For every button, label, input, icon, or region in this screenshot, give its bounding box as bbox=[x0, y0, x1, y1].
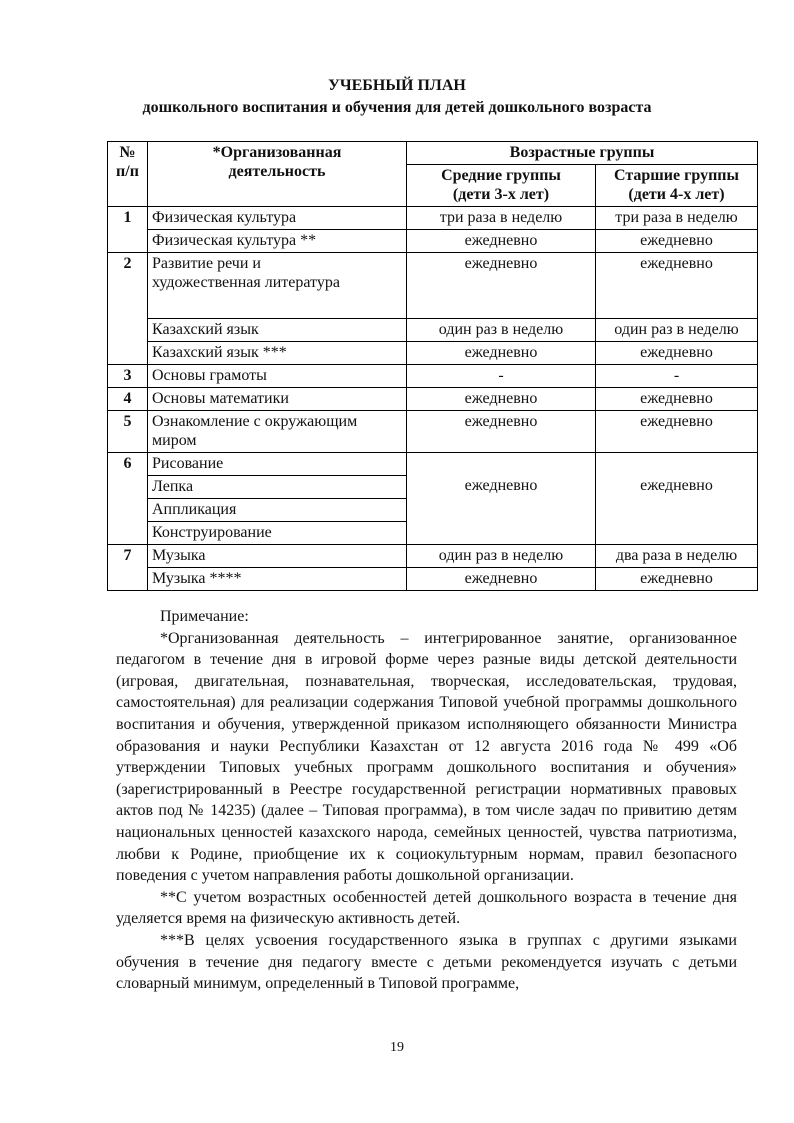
senior-group-cell: - bbox=[596, 365, 758, 388]
activity-cell: Ознакомление с окружающим миром bbox=[148, 411, 407, 453]
middle-group-cell: ежедневно bbox=[407, 453, 596, 545]
senior-group-cell: ежедневно bbox=[596, 230, 758, 253]
notes-section bbox=[116, 606, 737, 995]
note-paragraph: ***В целях усвоения государственного языка в группах с другими языками обучения в течение дня педагогу вместе с детьми рекомендуется изучать с детьми словарный минимум, определенный в Типовой программе, bbox=[116, 931, 737, 993]
header-senior-groups: Старшие группы (дети 4-х лет) bbox=[596, 165, 758, 207]
activity-cell: Казахский язык bbox=[148, 319, 407, 342]
senior-group-cell: ежедневно bbox=[596, 568, 758, 591]
activity-cell: Развитие речи и художественная литература bbox=[148, 253, 407, 319]
senior-group-cell: ежедневно bbox=[596, 253, 758, 319]
table-row bbox=[108, 453, 758, 476]
row-number: 7 bbox=[108, 545, 148, 591]
middle-group-cell: ежедневно bbox=[407, 568, 596, 591]
activity-cell: Основы математики bbox=[148, 388, 407, 411]
page-number: 19 bbox=[390, 1040, 404, 1055]
activity-cell: Рисование bbox=[148, 453, 407, 476]
table-row bbox=[108, 365, 758, 388]
activity-cell: Конструирование bbox=[148, 522, 407, 545]
middle-group-cell: ежедневно bbox=[407, 253, 596, 319]
document-title: УЧЕБНЫЙ ПЛАН bbox=[328, 77, 466, 94]
table-row bbox=[108, 253, 758, 319]
senior-group-cell: ежедневно bbox=[596, 453, 758, 545]
table-row bbox=[108, 568, 758, 591]
activity-cell: Музыка **** bbox=[148, 568, 407, 591]
activity-cell: Основы грамоты bbox=[148, 365, 407, 388]
table-row bbox=[108, 545, 758, 568]
table-row bbox=[108, 411, 758, 453]
middle-group-cell: - bbox=[407, 365, 596, 388]
table-row bbox=[108, 388, 758, 411]
table-row bbox=[108, 319, 758, 342]
notes-heading: Примечание: bbox=[160, 608, 249, 625]
middle-group-cell: ежедневно bbox=[407, 388, 596, 411]
table-header-row bbox=[108, 142, 758, 165]
senior-group-cell: один раз в неделю bbox=[596, 319, 758, 342]
curriculum-table bbox=[107, 141, 758, 591]
header-middle-groups: Средние группы (дети 3-х лет) bbox=[407, 165, 596, 207]
senior-group-cell: три раза в неделю bbox=[596, 207, 758, 230]
activity-cell: Музыка bbox=[148, 545, 407, 568]
table-row bbox=[108, 342, 758, 365]
note-paragraph: **С учетом возрастных особенностей детей дошкольного возраста в течение дня уделяется время на физическую активность детей. bbox=[116, 888, 737, 928]
note-paragraph: *Организованная деятельность – интегрированное занятие, организованное педагогом в течение дня в игровой форме через разные виды детской деятельности (игровая, двигательная, познавательная, творческая, исследовательская, трудовая, самостоятельная) для реализации содержания Типовой учебной программы дошкольного воспитания и обучения, утвержденной приказом исполняющего обязанности Министра образования и науки Республики Казахстан от 12 августа 2016 года № 499 «Об утверждении Типовых учебных программ дошкольного воспитания и обучения» (зарегистрированный в Реестре государственной регистрации нормативных правовых актов под № 14235) (далее – Типовая программа), в том числе задач по привитию детям национальных ценностей казахского народа, семейных ценностей, чувства патриотизма, любви к Родине, приобщение их к социокультурным нормам, правил безопасного поведения с учетом направления работы дошкольной организации. bbox=[116, 629, 737, 885]
middle-group-cell: один раз в неделю bbox=[407, 319, 596, 342]
table-row bbox=[108, 230, 758, 253]
middle-group-cell: ежедневно bbox=[407, 411, 596, 453]
row-number: 3 bbox=[108, 365, 148, 388]
middle-group-cell: ежедневно bbox=[407, 230, 596, 253]
table-row bbox=[108, 207, 758, 230]
activity-cell: Аппликация bbox=[148, 499, 407, 522]
middle-group-cell: один раз в неделю bbox=[407, 545, 596, 568]
senior-group-cell: ежедневно bbox=[596, 342, 758, 365]
middle-group-cell: ежедневно bbox=[407, 342, 596, 365]
senior-group-cell: два раза в неделю bbox=[596, 545, 758, 568]
header-age-groups: Возрастные группы bbox=[407, 142, 758, 165]
document-subtitle: дошкольного воспитания и обучения для детей дошкольного возраста bbox=[142, 99, 652, 116]
senior-group-cell: ежедневно bbox=[596, 388, 758, 411]
row-number: 4 bbox=[108, 388, 148, 411]
row-number: 2 bbox=[108, 253, 148, 365]
row-number: 5 bbox=[108, 411, 148, 453]
header-num: № п/п bbox=[108, 142, 148, 207]
middle-group-cell: три раза в неделю bbox=[407, 207, 596, 230]
senior-group-cell: ежедневно bbox=[596, 411, 758, 453]
activity-cell: Казахский язык *** bbox=[148, 342, 407, 365]
activity-cell: Физическая культура bbox=[148, 207, 407, 230]
row-number: 6 bbox=[108, 453, 148, 545]
header-activity: *Организованная деятельность bbox=[148, 142, 407, 207]
row-number: 1 bbox=[108, 207, 148, 253]
activity-cell: Лепка bbox=[148, 476, 407, 499]
activity-cell: Физическая культура ** bbox=[148, 230, 407, 253]
